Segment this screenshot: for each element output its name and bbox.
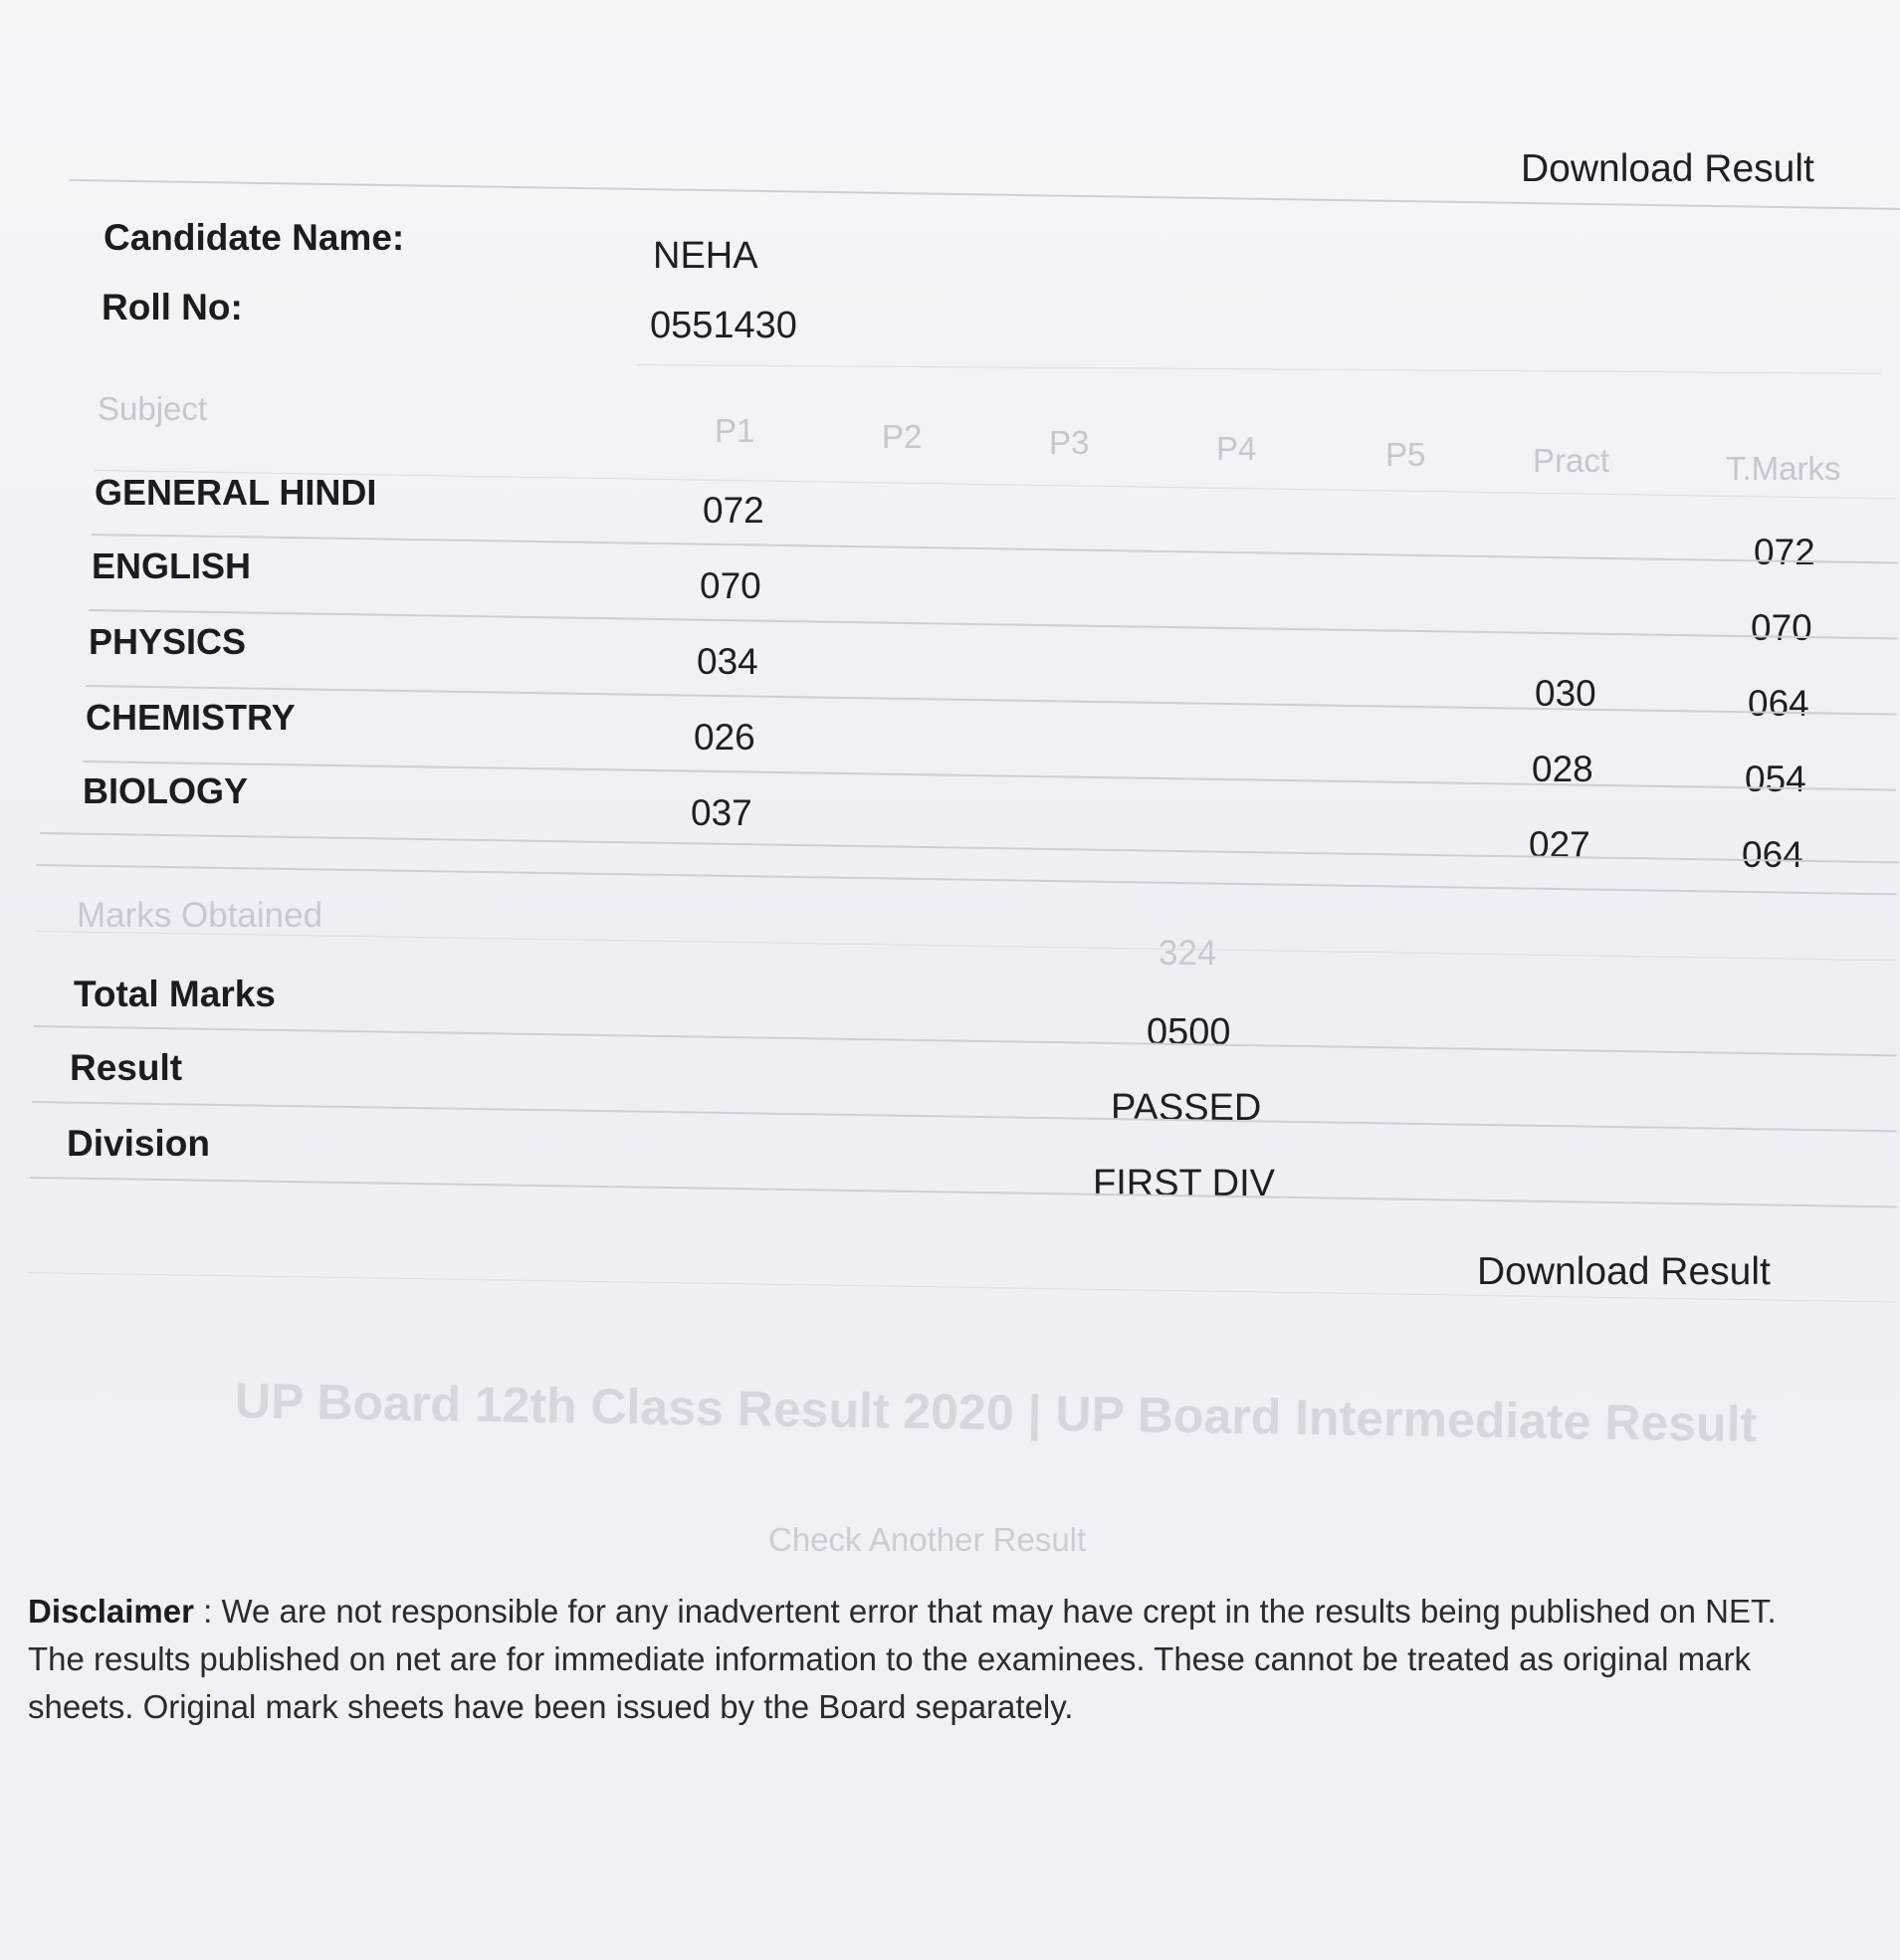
row-divider: [86, 685, 1897, 716]
marks-obtained-value: 324: [1159, 934, 1217, 973]
division-label: Division: [67, 1123, 210, 1164]
total-mark: 064: [1748, 683, 1809, 724]
pract-mark: 030: [1535, 673, 1596, 714]
subject-name: ENGLISH: [92, 545, 252, 586]
p1-mark: 037: [691, 792, 752, 833]
col-p3-header: P3: [1049, 424, 1090, 461]
total-marks-value: 0500: [1147, 1011, 1231, 1053]
row-divider: [92, 534, 1898, 564]
col-subject-header: Subject: [98, 390, 208, 427]
division-value: FIRST DIV: [1093, 1163, 1275, 1204]
divider: [637, 364, 1881, 374]
p1-mark: 034: [697, 641, 758, 682]
pract-mark: 028: [1532, 749, 1593, 789]
disclaimer-line: The results published on net are for immediate information to the examinees. These cannot be treated as original mark: [28, 1640, 1752, 1677]
result-banner-heading: UP Board 12th Class Result 2020 | UP Board Intermediate Result: [234, 1373, 1758, 1453]
total-mark: 064: [1742, 834, 1803, 875]
col-total-header: T.Marks: [1726, 450, 1841, 487]
col-p4-header: P4: [1216, 430, 1257, 467]
disclaimer-title: Disclaimer: [28, 1593, 194, 1630]
roll-no-value: 0551430: [650, 305, 797, 346]
candidate-name-label: Candidate Name:: [104, 217, 405, 258]
row-divider: [89, 609, 1898, 640]
disclaimer-text: [28, 1588, 1839, 1731]
col-p2-header: P2: [882, 418, 923, 455]
result-label: Result: [70, 1047, 183, 1088]
col-p5-header: P5: [1385, 436, 1426, 473]
subject-name: BIOLOGY: [83, 770, 249, 811]
row-divider: [83, 761, 1896, 791]
col-pract-header: Pract: [1533, 442, 1610, 479]
roll-no-label: Roll No:: [102, 287, 243, 327]
p1-mark: 026: [694, 717, 755, 758]
col-p1-header: P1: [715, 412, 755, 449]
disclaimer-line: : We are not responsible for any inadvertent error that may have crept in the results being published on NET.: [193, 1593, 1777, 1630]
row-divider: [36, 864, 1897, 895]
total-mark: 054: [1745, 759, 1806, 799]
candidate-name-value: NEHA: [653, 235, 758, 277]
pract-mark: 027: [1529, 824, 1590, 865]
disclaimer-line: sheets. Original mark sheets have been issued by the Board separately.: [28, 1688, 1074, 1725]
row-divider: [40, 832, 1899, 863]
row-divider: [34, 1025, 1897, 1056]
row-divider: [36, 931, 1897, 961]
p1-mark: 070: [700, 565, 761, 606]
subject-name: GENERAL HINDI: [95, 472, 377, 513]
total-marks-label: Total Marks: [74, 974, 276, 1014]
result-value: PASSED: [1111, 1087, 1262, 1129]
total-mark: 072: [1754, 532, 1815, 572]
check-another-result-link[interactable]: Check Another Result: [768, 1521, 1087, 1558]
subject-name: PHYSICS: [89, 621, 247, 662]
download-result-link-bottom[interactable]: Download Result: [1477, 1250, 1771, 1293]
marks-obtained-label: Marks Obtained: [77, 896, 323, 935]
p1-mark: 072: [703, 490, 764, 531]
row-divider: [32, 1101, 1897, 1132]
total-mark: 070: [1751, 607, 1812, 648]
download-result-link-top[interactable]: Download Result: [1521, 147, 1814, 190]
subject-name: CHEMISTRY: [86, 697, 296, 738]
row-divider: [30, 1177, 1897, 1207]
